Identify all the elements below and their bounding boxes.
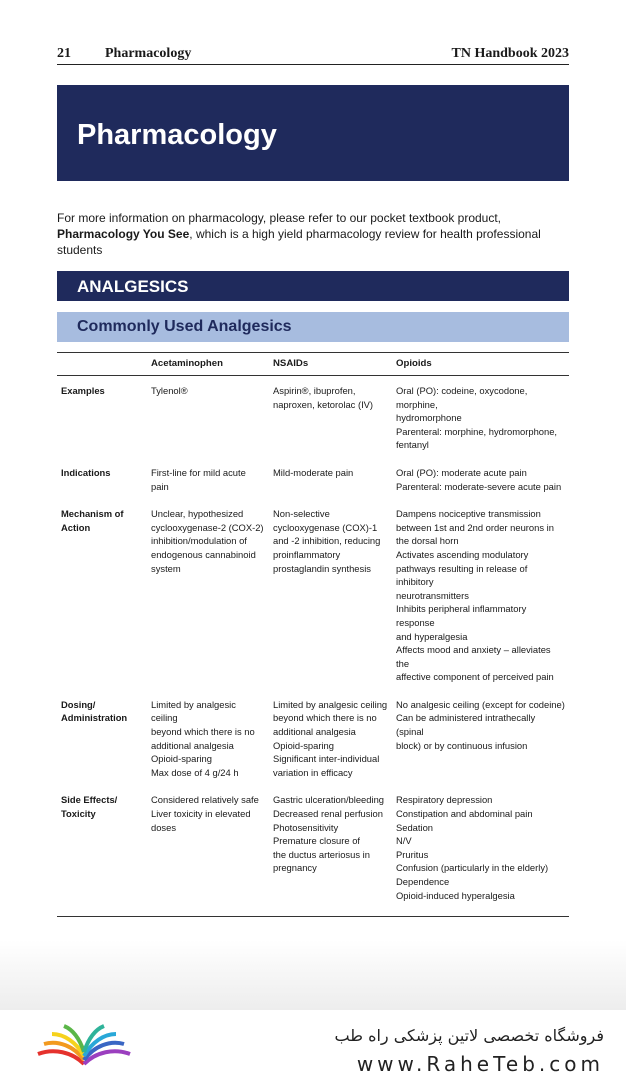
section-heading: ANALGESICS — [77, 277, 189, 296]
cell-line: Dampens nociceptive transmission — [396, 508, 541, 520]
cell-line: and -2 inhibition, reducing — [273, 535, 381, 547]
cell-line: Oral (PO): codeine, oxycodone, morphine, — [396, 385, 528, 410]
subsection-heading-band — [57, 312, 569, 342]
cell-line: Limited by analgesic ceiling — [273, 698, 388, 710]
cell-line: pregnancy — [273, 862, 317, 874]
row-label: Mechanism of Action — [61, 508, 124, 533]
cell-line: N/V — [396, 835, 412, 847]
column-header: Acetaminophen — [147, 353, 269, 376]
cell-line: Sedation — [396, 821, 434, 833]
cell-line: Activates ascending modulatory — [396, 548, 529, 560]
table-row — [57, 507, 569, 698]
table-cell-opioids — [392, 698, 569, 794]
row-label: Dosing/ Administration — [61, 698, 128, 724]
table-row — [57, 698, 569, 794]
table-cell-opioids — [392, 793, 569, 916]
table-row — [57, 466, 569, 507]
cell-line: block) or by continuous infusion — [396, 739, 528, 751]
store-name: فروشگاه تخصصی لاتین پزشکی راه طب — [334, 1026, 604, 1045]
table-row — [57, 376, 569, 466]
cell-line: Opioid-sparing — [273, 739, 334, 751]
row-label: Side Effects/ Toxicity — [61, 794, 118, 820]
cell-line: the dorsal horn — [396, 535, 459, 547]
cell-line: Opioid-sparing — [151, 753, 212, 765]
cell-line: Considered relatively safe — [151, 794, 259, 806]
table-row — [57, 793, 569, 916]
chapter-title: Pharmacology — [77, 119, 277, 151]
table-header-row — [57, 353, 569, 376]
cell-line: proinflammatory — [273, 548, 341, 560]
cell-line: Affects mood and anxiety – alleviates the — [396, 644, 551, 669]
cell-line: Photosensitivity — [273, 821, 339, 833]
cell-line: Non-selective — [273, 508, 330, 520]
cell-line: Tylenol® — [151, 385, 188, 396]
cell-line: fentanyl — [396, 439, 429, 451]
open-book-rainbow-icon — [34, 1024, 134, 1072]
table-cell-acetaminophen — [147, 698, 269, 794]
cell-line: the ductus arteriosus in — [273, 848, 370, 860]
cell-line: affective component of perceived pain — [396, 671, 554, 683]
cell-line: naproxen, ketorolac (IV) — [273, 398, 374, 410]
table-cell-nsaids — [269, 376, 392, 466]
intro-paragraph — [57, 210, 577, 258]
cell-line: Aspirin®, ibuprofen, — [273, 385, 356, 396]
chapter-title-banner — [57, 85, 569, 181]
cell-line: inhibition/modulation of — [151, 535, 247, 547]
intro-line2: , which is a high yield pharmacology review for health professional students — [57, 227, 541, 257]
cell-line: endogenous cannabinoid — [151, 548, 256, 560]
intro-line1: For more information on pharmacology, please refer to our pocket textbook product, — [57, 211, 502, 225]
cell-line: neurotransmitters — [396, 589, 469, 601]
cell-line: pain — [151, 480, 169, 492]
book-title: TN Handbook 2023 — [451, 46, 569, 61]
cell-line: Constipation and abdominal pain — [396, 808, 533, 820]
column-header: NSAIDs — [269, 353, 392, 376]
table-cell-nsaids — [269, 698, 392, 794]
section-heading-band — [57, 271, 569, 301]
cell-line: Max dose of 4 g/24 h — [151, 766, 239, 778]
cell-line: Liver toxicity in elevated — [151, 808, 251, 820]
analgesics-table — [57, 352, 569, 917]
table-cell-opioids — [392, 466, 569, 507]
cell-line: cyclooxygenase (COX)-1 — [273, 521, 378, 533]
cell-line: Gastric ulceration/bleeding — [273, 794, 384, 806]
cell-line: hydromorphone — [396, 412, 462, 424]
row-label: Examples — [61, 385, 105, 396]
cell-line: additional analgesia — [273, 726, 356, 738]
page-number: 21 — [57, 46, 71, 61]
table-cell-nsaids — [269, 507, 392, 698]
cell-line: Unclear, hypothesized — [151, 508, 244, 520]
cell-line: Significant inter-individual — [273, 753, 380, 765]
table-cell-acetaminophen — [147, 466, 269, 507]
footer-shadow — [0, 940, 626, 1010]
cell-line: Parenteral: morphine, hydromorphone, — [396, 425, 558, 437]
cell-line: variation in efficacy — [273, 766, 353, 778]
cell-line: beyond which there is no — [151, 726, 255, 738]
cell-line: cyclooxygenase-2 (COX-2) — [151, 521, 264, 533]
cell-line: Pruritus — [396, 848, 429, 860]
cell-line: Limited by analgesic ceiling — [151, 698, 236, 724]
cell-line: Can be administered intrathecally (spinal — [396, 712, 536, 738]
cell-line: Parenteral: moderate-severe acute pain — [396, 480, 562, 492]
cell-line: Decreased renal perfusion — [273, 808, 383, 820]
table-body — [57, 376, 569, 917]
cell-line: First-line for mild acute — [151, 466, 246, 478]
table-cell-acetaminophen — [147, 507, 269, 698]
running-section-title: Pharmacology — [105, 46, 192, 61]
cell-line: Opioid-induced hyperalgesia — [396, 889, 515, 901]
column-header: Opioids — [392, 353, 569, 376]
store-footer — [0, 1010, 626, 1080]
cell-line: doses — [151, 821, 177, 833]
cell-line: Mild-moderate pain — [273, 466, 354, 478]
cell-line: beyond which there is no — [273, 712, 377, 724]
table-cell-acetaminophen — [147, 793, 269, 916]
cell-line: Oral (PO): moderate acute pain — [396, 466, 527, 478]
intro-book-reference: Pharmacology You See — [57, 227, 190, 241]
cell-line: and hyperalgesia — [396, 630, 468, 642]
row-label: Indications — [61, 466, 111, 478]
cell-line: Dependence — [396, 876, 450, 887]
cell-line: between 1st and 2nd order neurons in — [396, 521, 554, 533]
cell-line: system — [151, 562, 181, 574]
store-url[interactable]: www.RaheTeb.com — [356, 1052, 604, 1076]
cell-line: prostaglandin synthesis — [273, 562, 371, 574]
cell-line: pathways resulting in release of inhibitory — [396, 562, 528, 588]
table-cell-acetaminophen — [147, 376, 269, 466]
cell-line: Confusion (particularly in the elderly) — [396, 862, 549, 874]
cell-line: Inhibits peripheral inflammatory response — [396, 603, 527, 628]
running-header — [57, 44, 569, 65]
cell-line: Premature closure of — [273, 835, 361, 847]
table-cell-opioids — [392, 376, 569, 466]
table-cell-nsaids — [269, 466, 392, 507]
table-cell-opioids — [392, 507, 569, 698]
cell-line: additional analgesia — [151, 739, 234, 751]
column-header — [57, 353, 147, 376]
subsection-heading: Commonly Used Analgesics — [77, 318, 292, 335]
cell-line: No analgesic ceiling (except for codeine) — [396, 698, 565, 710]
cell-line: Respiratory depression — [396, 794, 493, 806]
table-cell-nsaids — [269, 793, 392, 916]
